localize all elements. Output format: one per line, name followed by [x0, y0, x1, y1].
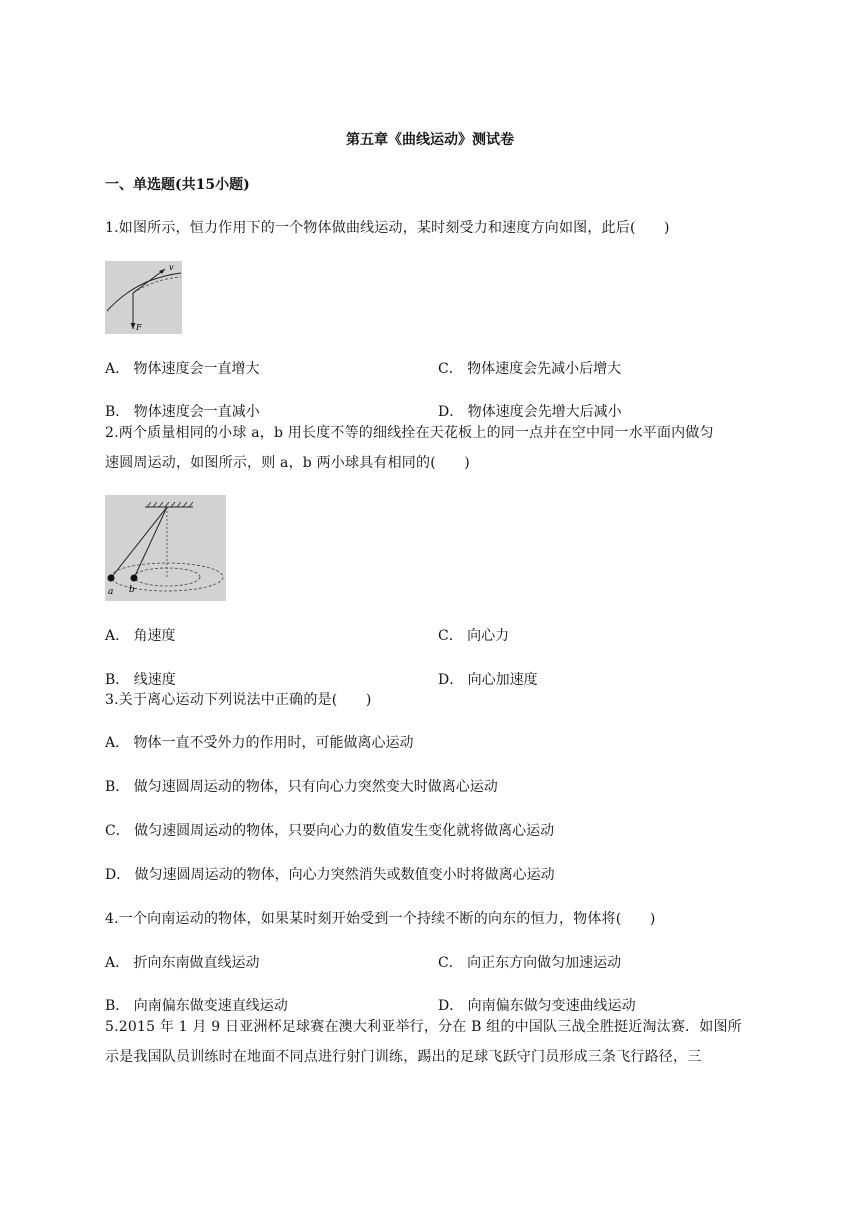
force-label: F: [136, 323, 142, 332]
question-4-stem: 4.一个向南运动的物体，如果某时刻开始受到一个持续不断的向东的恒力，物体将( ): [105, 911, 656, 927]
question-4-option-b: B． 向南偏东做变速直线运动: [105, 998, 288, 1014]
question-2-stem-line2: 速圆周运动，如图所示，则 a，b 两小球具有相同的( ): [105, 455, 470, 471]
question-5-stem-line2: 示是我国队员训练时在地面不同点进行射门训练，踢出的足球飞跃守门员形成三条飞行路径，三: [105, 1049, 702, 1065]
section-heading: 一、单选题(共15小题): [105, 177, 250, 193]
question-5-stem-line1: 5.2015 年 1 月 9 日亚洲杯足球赛在澳大利亚举行，分在 B 组的中国队三战全胜挺近淘汰赛．如图所: [105, 1019, 742, 1035]
question-1-option-a: A． 物体速度会一直增大: [105, 361, 260, 377]
question-3-option-c: C． 做匀速圆周运动的物体，只要向心力的数值发生变化就将做离心运动: [105, 823, 555, 839]
question-2-option-a: A． 角速度: [105, 628, 176, 644]
question-1-option-c: C． 物体速度会先减小后增大: [438, 361, 622, 377]
question-3-stem: 3.关于离心运动下列说法中正确的是( ): [105, 692, 372, 708]
question-1-figure: [105, 261, 182, 334]
question-4-option-c: C． 向正东方向做匀加速运动: [438, 955, 622, 971]
question-2-option-c: C． 向心力: [438, 628, 510, 644]
question-4-option-d: D． 向南偏东做匀变速曲线运动: [438, 998, 636, 1014]
question-1-option-b: B． 物体速度会一直减小: [105, 404, 260, 420]
question-1-option-d: D． 物体速度会先增大后减小: [438, 404, 622, 420]
question-2-option-d: D． 向心加速度: [438, 672, 538, 688]
velocity-label: v: [169, 263, 174, 272]
ball-b-label: b: [129, 585, 135, 595]
question-4-option-a: A． 折向东南做直线运动: [105, 955, 260, 971]
question-3-option-d: D． 做匀速圆周运动的物体，向心力突然消失或数值变小时将做离心运动: [105, 867, 555, 883]
question-2-figure: [105, 495, 226, 601]
question-1-stem: 1.如图所示，恒力作用下的一个物体做曲线运动，某时刻受力和速度方向如图，此后( ): [105, 220, 670, 236]
question-3-option-a: A． 物体一直不受外力的作用时，可能做离心运动: [105, 735, 414, 751]
ball-a-label: a: [108, 587, 114, 597]
question-3-option-b: B． 做匀速圆周运动的物体，只有向心力突然变大时做离心运动: [105, 779, 498, 795]
question-2-option-b: B． 线速度: [105, 672, 176, 688]
question-2-stem-line1: 2.两个质量相同的小球 a，b 用长度不等的细线拴在天花板上的同一点并在空中同一水平面内做匀: [105, 425, 714, 441]
page-title: 第五章《曲线运动》测试卷: [346, 132, 514, 148]
